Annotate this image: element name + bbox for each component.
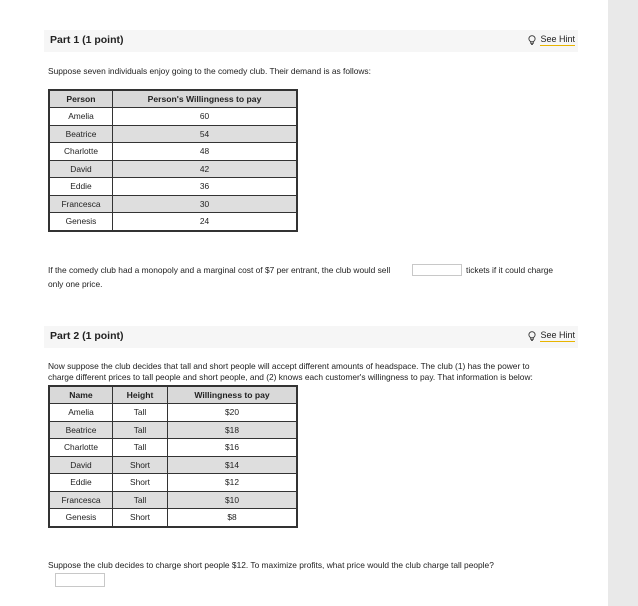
cell-height: Short [113, 456, 168, 474]
table-header-row [49, 386, 297, 404]
cell-person: David [49, 160, 113, 178]
part1-header [44, 30, 578, 52]
part1-title: Part 1 (1 point) [50, 34, 124, 46]
cell-willingness: $20 [168, 404, 298, 422]
part1-tickets-input[interactable] [412, 264, 462, 276]
cell-willingness: $14 [168, 456, 298, 474]
cell-willingness: 42 [113, 160, 298, 178]
cell-willingness: 30 [113, 195, 298, 213]
part1-intro: Suppose seven individuals enjoy going to the comedy club. Their demand is as follows: [48, 66, 371, 76]
part2-title: Part 2 (1 point) [50, 330, 124, 342]
part2-wtp-table [48, 385, 298, 528]
part1-see-hint-link[interactable] [528, 34, 575, 46]
table-row [49, 404, 297, 422]
cell-name: Beatrice [49, 421, 113, 439]
table-row [49, 160, 297, 178]
column-header: Person's Willingness to pay [113, 90, 298, 108]
cell-name: Charlotte [49, 439, 113, 457]
column-header: Name [49, 386, 113, 404]
cell-person: Francesca [49, 195, 113, 213]
cell-willingness: $18 [168, 421, 298, 439]
lightbulb-icon [528, 331, 536, 342]
cell-height: Tall [113, 421, 168, 439]
cell-height: Tall [113, 439, 168, 457]
cell-willingness: 48 [113, 143, 298, 161]
cell-willingness: $16 [168, 439, 298, 457]
cell-willingness: 36 [113, 178, 298, 196]
table-row [49, 125, 297, 143]
cell-person: Genesis [49, 213, 113, 231]
cell-name: Genesis [49, 509, 113, 527]
part1-demand-table [48, 89, 298, 232]
table-row [49, 421, 297, 439]
table-header-row [49, 90, 297, 108]
cell-person: Eddie [49, 178, 113, 196]
cell-person: Amelia [49, 108, 113, 126]
part2-intro-line1: Now suppose the club decides that tall and short people will accept different amounts of headspace. The club (1) has the power to [48, 361, 530, 371]
part1-hint-label[interactable]: See Hint [540, 34, 575, 44]
part2-intro-line2: charge different prices to tall people and short people, and (2) knows each customer's willingness to pay. That information is below: [48, 372, 533, 382]
cell-willingness: $8 [168, 509, 298, 527]
table-row [49, 108, 297, 126]
part2-tall-price-input[interactable] [55, 573, 105, 587]
table-row [49, 491, 297, 509]
table-row [49, 509, 297, 527]
cell-height: Tall [113, 404, 168, 422]
cell-willingness: $10 [168, 491, 298, 509]
part2-question-text: Suppose the club decides to charge short people $12. To maximize profits, what price would the club charge tall people? [48, 560, 494, 570]
column-header: Height [113, 386, 168, 404]
cell-willingness: 24 [113, 213, 298, 231]
table-row [49, 178, 297, 196]
cell-willingness: 60 [113, 108, 298, 126]
cell-person: Charlotte [49, 143, 113, 161]
cell-name: David [49, 456, 113, 474]
cell-height: Short [113, 509, 168, 527]
lightbulb-icon [528, 35, 536, 46]
cell-willingness: 54 [113, 125, 298, 143]
part1-question-text-after: tickets if it could charge [466, 265, 554, 275]
table-row [49, 439, 297, 457]
table-row [49, 213, 297, 231]
column-header: Willingness to pay [168, 386, 298, 404]
table-row [49, 195, 297, 213]
part1-question-line2: only one price. [48, 279, 103, 289]
column-header: Person [49, 90, 113, 108]
cell-height: Tall [113, 491, 168, 509]
table-row [49, 456, 297, 474]
table-row [49, 474, 297, 492]
cell-person: Beatrice [49, 125, 113, 143]
cell-name: Eddie [49, 474, 113, 492]
part1-question-text: If the comedy club had a monopoly and a marginal cost of $7 per entrant, the club would sell [48, 265, 391, 275]
part2-header [44, 326, 578, 348]
table-row [49, 143, 297, 161]
cell-willingness: $12 [168, 474, 298, 492]
cell-name: Amelia [49, 404, 113, 422]
part2-see-hint-link[interactable] [528, 330, 575, 342]
part2-hint-label[interactable]: See Hint [540, 330, 575, 340]
cell-name: Francesca [49, 491, 113, 509]
cell-height: Short [113, 474, 168, 492]
